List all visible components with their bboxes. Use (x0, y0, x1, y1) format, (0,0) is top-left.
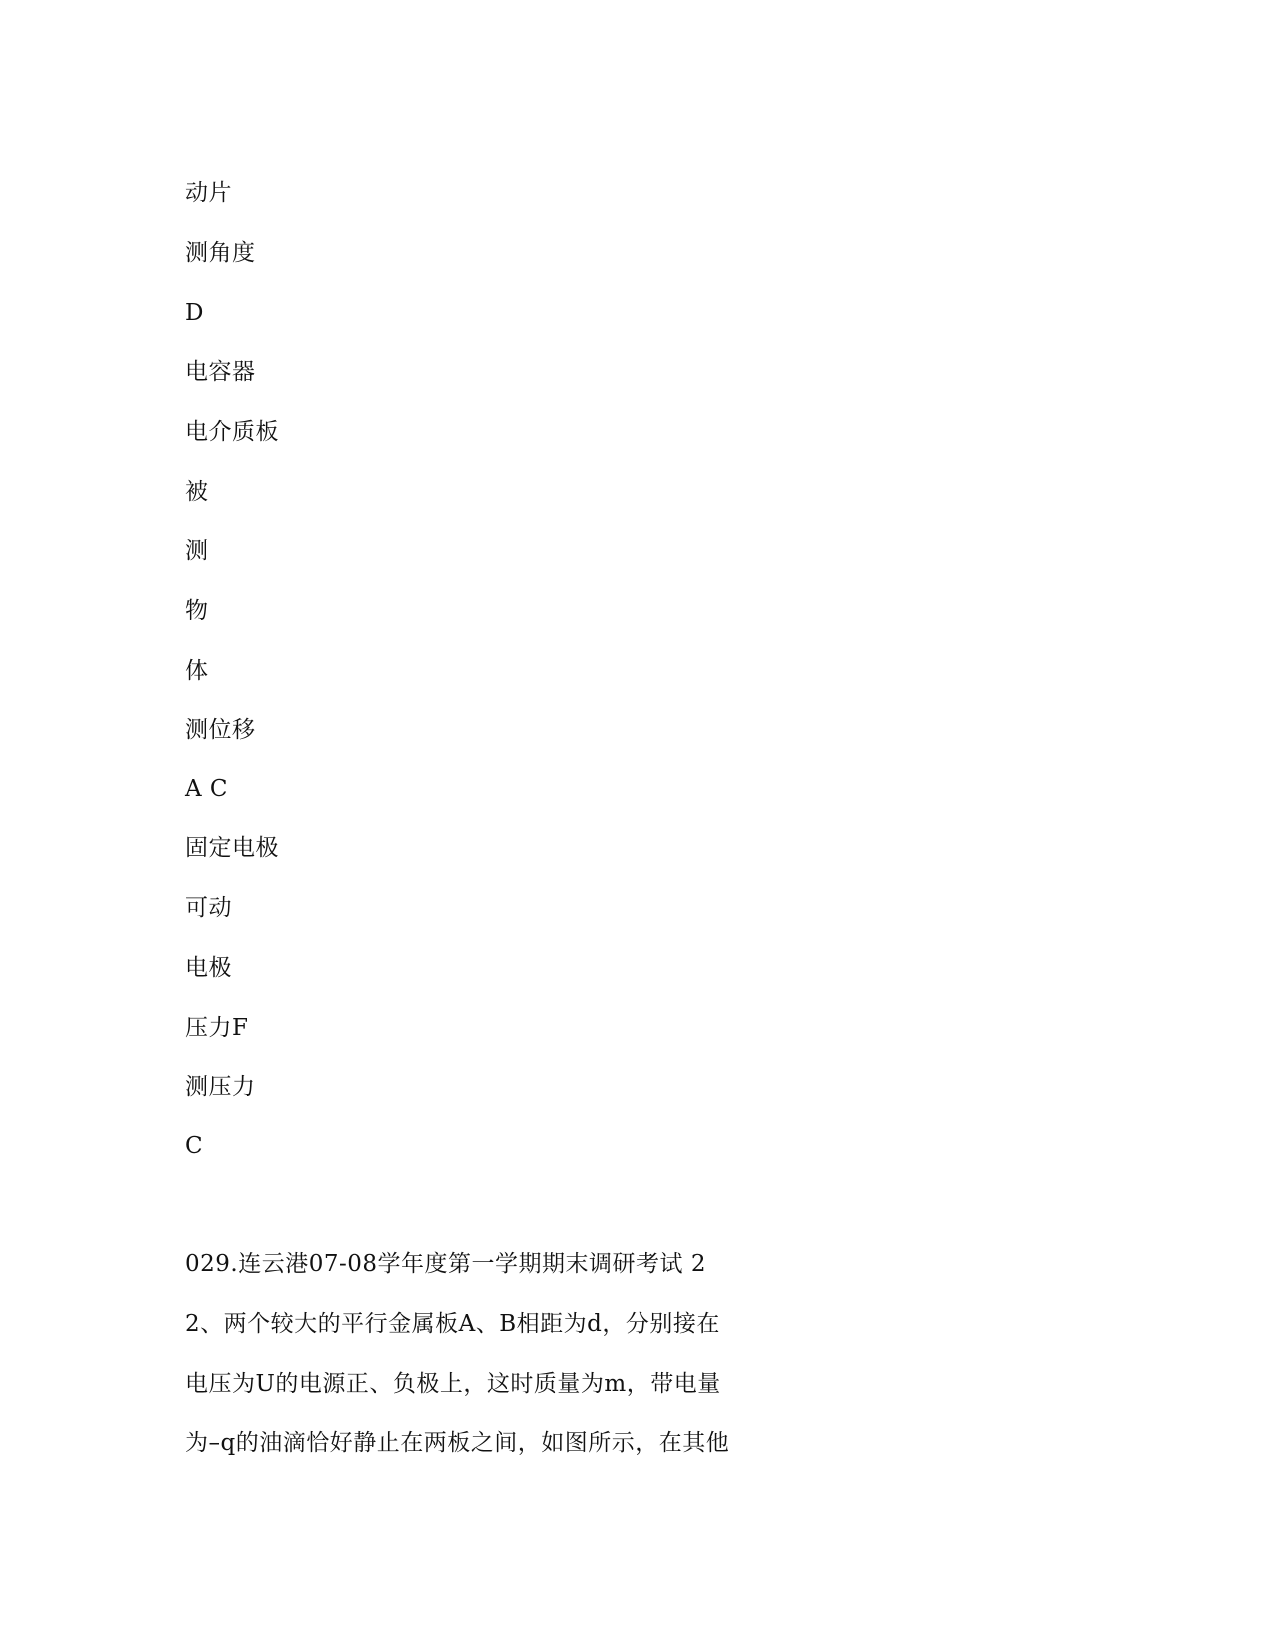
label-measure-displacement: 测位移 (185, 717, 256, 743)
label-fixed-electrode: 固定电极 (185, 835, 279, 861)
question-line-3: 为–q的油滴恰好静止在两板之间，如图所示，在其他 (185, 1430, 730, 1456)
label-dielectric-plate: 电介质板 (185, 419, 279, 445)
exam-heading: 029.连云港07-08学年度第一学期期末调研考试 2 (185, 1251, 706, 1277)
question-line-1: 2、两个较大的平行金属板A、B相距为d，分别接在 (185, 1311, 720, 1337)
label-bei: 被 (185, 479, 209, 505)
label-capacitor: 电容器 (185, 359, 256, 385)
label-measure-pressure: 测压力 (185, 1074, 256, 1100)
label-a-c: A C (185, 776, 229, 802)
label-ti: 体 (185, 658, 209, 684)
label-pressure-f: 压力F (185, 1015, 249, 1041)
label-d: D (185, 300, 204, 326)
label-movable: 可动 (185, 895, 232, 921)
question-line-2: 电压为U的电源正、负极上，这时质量为m，带电量 (185, 1371, 721, 1397)
label-ce: 测 (185, 538, 209, 564)
label-moving-plate: 动片 (185, 180, 232, 206)
label-electrode: 电极 (185, 955, 232, 981)
label-measure-angle: 测角度 (185, 240, 256, 266)
label-c: C (185, 1133, 204, 1159)
label-wu: 物 (185, 598, 209, 624)
